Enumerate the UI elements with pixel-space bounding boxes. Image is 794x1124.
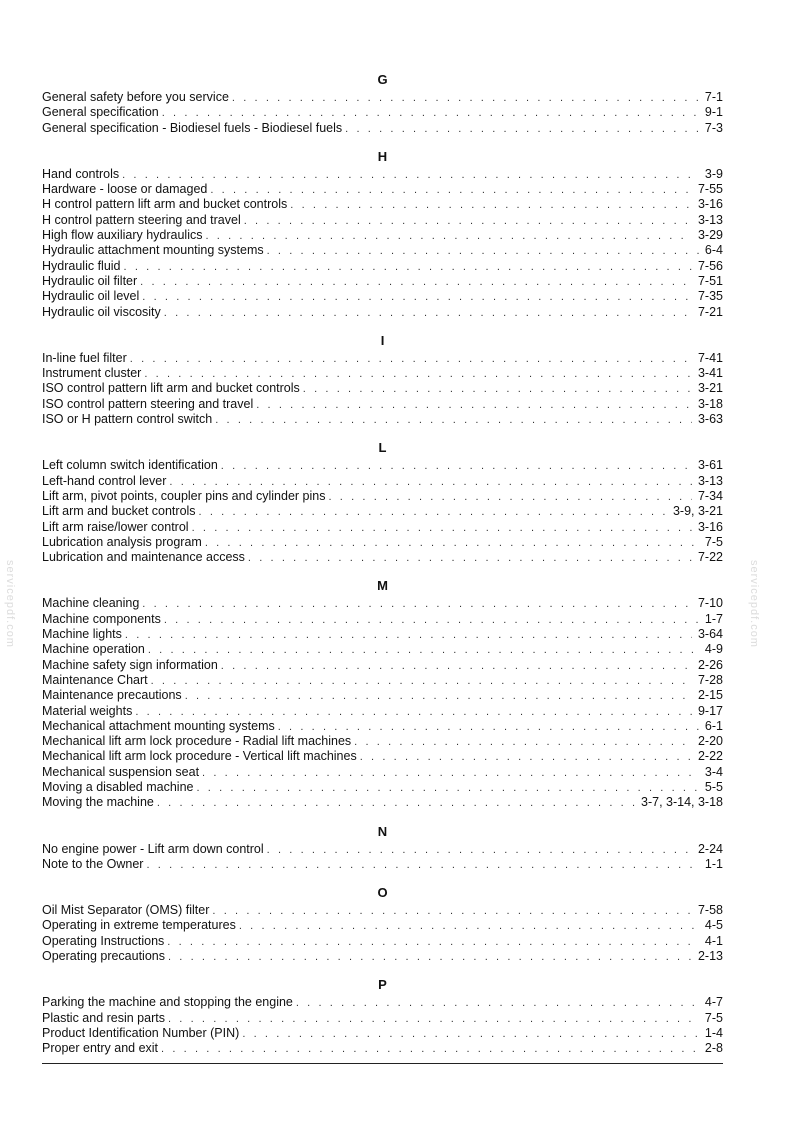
index-entry[interactable] bbox=[42, 918, 723, 933]
entry-page-number: 3-16 bbox=[697, 519, 723, 534]
entry-title: Hydraulic attachment mounting systems bbox=[42, 243, 264, 258]
dot-leader bbox=[328, 490, 691, 504]
entry-page-number: 3-61 bbox=[697, 458, 723, 473]
entry-title: Lift arm raise/lower control bbox=[42, 519, 189, 534]
dot-leader bbox=[210, 183, 692, 197]
entry-title: General specification - Biodiesel fuels - Biodiesel fuels bbox=[42, 120, 343, 135]
entry-page-number: 7-34 bbox=[697, 488, 723, 503]
section-gap bbox=[42, 427, 723, 440]
entry-page-number: 3-7, 3-14, 3-18 bbox=[641, 795, 723, 810]
entry-page-number: 7-56 bbox=[697, 258, 723, 273]
index-entry[interactable] bbox=[42, 412, 723, 427]
index-section bbox=[42, 440, 723, 565]
entry-title: In-line fuel filter bbox=[42, 350, 127, 365]
entry-title: Hand controls bbox=[42, 166, 120, 181]
entry-title: ISO control pattern lift arm and bucket controls bbox=[42, 381, 300, 396]
entry-title: Mechanical suspension seat bbox=[42, 764, 200, 779]
entry-page-number: 7-3 bbox=[704, 120, 723, 135]
index-entry[interactable] bbox=[42, 658, 723, 673]
index-entry[interactable] bbox=[42, 995, 723, 1010]
entry-title: Parking the machine and stopping the engine bbox=[42, 995, 293, 1010]
index-section bbox=[42, 72, 723, 136]
entry-title: Maintenance precautions bbox=[42, 688, 182, 703]
dot-leader bbox=[167, 935, 699, 949]
entry-title: Hydraulic oil level bbox=[42, 289, 140, 304]
section-gap bbox=[42, 320, 723, 333]
dot-leader bbox=[360, 750, 692, 764]
index-entry[interactable] bbox=[42, 673, 723, 688]
entry-title: Machine cleaning bbox=[42, 596, 140, 611]
entry-title: Mechanical attachment mounting systems bbox=[42, 718, 275, 733]
dot-leader bbox=[130, 352, 692, 366]
entry-title: Maintenance Chart bbox=[42, 672, 148, 687]
index-entry[interactable] bbox=[42, 520, 723, 535]
entry-page-number: 4-7 bbox=[704, 995, 723, 1010]
entry-title: Left-hand control lever bbox=[42, 473, 167, 488]
section-gap bbox=[42, 872, 723, 885]
index-entry[interactable] bbox=[42, 734, 723, 749]
entry-title: Lubrication analysis program bbox=[42, 534, 202, 549]
entry-title: Hydraulic oil filter bbox=[42, 273, 138, 288]
entry-page-number: 3-18 bbox=[697, 396, 723, 411]
dot-leader bbox=[239, 919, 699, 933]
entry-page-number: 3-4 bbox=[704, 764, 723, 779]
entry-page-number: 7-55 bbox=[697, 182, 723, 197]
dot-leader bbox=[192, 521, 692, 535]
dot-leader bbox=[169, 475, 692, 489]
index-entry[interactable] bbox=[42, 535, 723, 550]
dot-leader bbox=[242, 1027, 699, 1041]
entry-page-number: 7-41 bbox=[697, 350, 723, 365]
index-section bbox=[42, 977, 723, 1056]
index-entry[interactable] bbox=[42, 289, 723, 304]
entry-page-number: 7-5 bbox=[704, 1010, 723, 1025]
entry-title: Instrument cluster bbox=[42, 366, 142, 381]
entry-title: Lift arm and bucket controls bbox=[42, 504, 196, 519]
dot-leader bbox=[256, 398, 692, 412]
entry-title: Lift arm, pivot points, coupler pins and cylinder pins bbox=[42, 488, 326, 503]
index-entry[interactable] bbox=[42, 228, 723, 243]
entry-title: Operating in extreme temperatures bbox=[42, 918, 236, 933]
entry-page-number: 2-26 bbox=[697, 657, 723, 672]
entry-page-number: 7-10 bbox=[697, 596, 723, 611]
dot-leader bbox=[124, 260, 692, 274]
index-entry[interactable] bbox=[42, 903, 723, 918]
index-entry[interactable] bbox=[42, 259, 723, 274]
entry-page-number: 3-41 bbox=[697, 366, 723, 381]
dot-leader bbox=[199, 505, 667, 519]
index-entry[interactable] bbox=[42, 642, 723, 657]
dot-leader bbox=[146, 858, 698, 872]
entry-title: General specification bbox=[42, 105, 159, 120]
dot-leader bbox=[345, 122, 699, 136]
entry-title: Hardware - loose or damaged bbox=[42, 182, 208, 197]
index-list bbox=[42, 72, 723, 1057]
index-entry[interactable] bbox=[42, 504, 723, 519]
dot-leader bbox=[205, 536, 699, 550]
dot-leader bbox=[125, 628, 692, 642]
entry-title: Left column switch identification bbox=[42, 458, 218, 473]
entry-page-number: 3-13 bbox=[697, 473, 723, 488]
entry-title: Note to the Owner bbox=[42, 856, 144, 871]
index-entry[interactable] bbox=[42, 1026, 723, 1041]
index-entry[interactable] bbox=[42, 704, 723, 719]
dot-leader bbox=[290, 198, 692, 212]
entry-title: Oil Mist Separator (OMS) filter bbox=[42, 903, 210, 918]
index-entry[interactable] bbox=[42, 627, 723, 642]
entry-page-number: 7-22 bbox=[697, 550, 723, 565]
dot-leader bbox=[164, 613, 699, 627]
entry-title: Operating precautions bbox=[42, 949, 165, 964]
dot-leader bbox=[303, 382, 692, 396]
index-entry[interactable] bbox=[42, 381, 723, 396]
entry-page-number: 7-5 bbox=[704, 534, 723, 549]
entry-page-number: 1-4 bbox=[704, 1025, 723, 1040]
dot-leader bbox=[148, 643, 699, 657]
dot-leader bbox=[196, 781, 698, 795]
entry-page-number: 6-4 bbox=[704, 243, 723, 258]
section-letter: N bbox=[377, 823, 388, 839]
entry-page-number: 4-5 bbox=[704, 918, 723, 933]
section-gap bbox=[42, 964, 723, 977]
section-letter: H bbox=[377, 148, 388, 164]
dot-leader bbox=[185, 689, 692, 703]
entry-title: Machine operation bbox=[42, 642, 145, 657]
index-entry[interactable] bbox=[42, 474, 723, 489]
dot-leader bbox=[215, 413, 692, 427]
section-letter: O bbox=[377, 885, 388, 901]
watermark-left: servicepdf.com bbox=[4, 560, 16, 648]
entry-title: Machine components bbox=[42, 611, 161, 626]
dot-leader bbox=[164, 306, 692, 320]
index-entry[interactable] bbox=[42, 934, 723, 949]
dot-leader bbox=[168, 1012, 699, 1026]
entry-page-number: 3-16 bbox=[697, 197, 723, 212]
index-entry[interactable] bbox=[42, 550, 723, 565]
entry-page-number: 3-21 bbox=[697, 381, 723, 396]
entry-page-number: 3-9 bbox=[704, 166, 723, 181]
index-entry[interactable] bbox=[42, 167, 723, 182]
entry-title: Mechanical lift arm lock procedure - Vertical lift machines bbox=[42, 749, 357, 764]
index-entry[interactable] bbox=[42, 90, 723, 105]
section-letter: L bbox=[378, 440, 387, 456]
index-entry[interactable] bbox=[42, 795, 723, 810]
entry-page-number: 7-28 bbox=[697, 672, 723, 687]
entry-page-number: 3-63 bbox=[697, 412, 723, 427]
index-entry[interactable] bbox=[42, 612, 723, 627]
dot-leader bbox=[232, 91, 699, 105]
entry-page-number: 9-17 bbox=[697, 703, 723, 718]
dot-leader bbox=[267, 244, 699, 258]
dot-leader bbox=[135, 705, 692, 719]
footer-rule bbox=[42, 1063, 723, 1064]
entry-title: Moving the machine bbox=[42, 795, 154, 810]
entry-page-number: 5-5 bbox=[704, 779, 723, 794]
index-entry[interactable] bbox=[42, 458, 723, 473]
entry-page-number: 7-35 bbox=[697, 289, 723, 304]
dot-leader bbox=[142, 290, 692, 304]
section-letter: I bbox=[380, 332, 385, 348]
index-entry[interactable] bbox=[42, 949, 723, 964]
index-entry[interactable] bbox=[42, 366, 723, 381]
dot-leader bbox=[248, 551, 692, 565]
dot-leader bbox=[205, 229, 691, 243]
entry-page-number: 2-24 bbox=[697, 841, 723, 856]
dot-leader bbox=[144, 367, 692, 381]
index-entry[interactable] bbox=[42, 842, 723, 857]
index-entry[interactable] bbox=[42, 197, 723, 212]
index-entry[interactable] bbox=[42, 213, 723, 228]
entry-page-number: 3-9, 3-21 bbox=[672, 504, 723, 519]
entry-page-number: 1-7 bbox=[704, 611, 723, 626]
index-entry[interactable] bbox=[42, 351, 723, 366]
entry-title: Moving a disabled machine bbox=[42, 779, 194, 794]
dot-leader bbox=[202, 766, 699, 780]
index-entry[interactable] bbox=[42, 274, 723, 289]
entry-title: Product Identification Number (PIN) bbox=[42, 1025, 240, 1040]
entry-page-number: 4-1 bbox=[704, 933, 723, 948]
entry-page-number: 6-1 bbox=[704, 718, 723, 733]
section-letter: G bbox=[377, 72, 388, 87]
index-entry[interactable] bbox=[42, 182, 723, 197]
entry-page-number: 7-58 bbox=[697, 903, 723, 918]
dot-leader bbox=[354, 735, 692, 749]
index-section bbox=[42, 824, 723, 873]
entry-title: Hydraulic oil viscosity bbox=[42, 304, 161, 319]
dot-leader bbox=[157, 796, 635, 810]
index-entry[interactable] bbox=[42, 688, 723, 703]
dot-leader bbox=[278, 720, 699, 734]
entry-page-number: 3-64 bbox=[697, 627, 723, 642]
dot-leader bbox=[151, 674, 692, 688]
section-letter: M bbox=[377, 578, 388, 594]
entry-page-number: 4-9 bbox=[704, 642, 723, 657]
dot-leader bbox=[142, 597, 692, 611]
entry-title: Lubrication and maintenance access bbox=[42, 550, 245, 565]
dot-leader bbox=[162, 106, 699, 120]
index-entry[interactable] bbox=[42, 489, 723, 504]
index-entry[interactable] bbox=[42, 105, 723, 120]
entry-title: Proper entry and exit bbox=[42, 1041, 159, 1056]
index-section bbox=[42, 149, 723, 320]
dot-leader bbox=[244, 214, 692, 228]
entry-title: Machine lights bbox=[42, 627, 122, 642]
entry-title: ISO or H pattern control switch bbox=[42, 412, 213, 427]
dot-leader bbox=[221, 659, 692, 673]
index-entry[interactable] bbox=[42, 243, 723, 258]
section-gap bbox=[42, 565, 723, 578]
entry-title: Machine safety sign information bbox=[42, 657, 218, 672]
entry-page-number: 9-1 bbox=[704, 105, 723, 120]
entry-title: General safety before you service bbox=[42, 90, 229, 104]
index-entry[interactable] bbox=[42, 719, 723, 734]
entry-title: High flow auxiliary hydraulics bbox=[42, 228, 203, 243]
index-section bbox=[42, 885, 723, 964]
entry-title: Hydraulic fluid bbox=[42, 258, 121, 273]
index-entry[interactable] bbox=[42, 305, 723, 320]
dot-leader bbox=[161, 1042, 699, 1056]
entry-page-number: 2-20 bbox=[697, 734, 723, 749]
dot-leader bbox=[122, 168, 699, 182]
entry-page-number: 2-8 bbox=[704, 1041, 723, 1056]
index-entry[interactable] bbox=[42, 1041, 723, 1056]
dot-leader bbox=[140, 275, 692, 289]
dot-leader bbox=[212, 904, 692, 918]
entry-title: Mechanical lift arm lock procedure - Radial lift machines bbox=[42, 734, 352, 749]
dot-leader bbox=[267, 843, 692, 857]
entry-page-number: 7-21 bbox=[697, 304, 723, 319]
watermark-right: servicepdf.com bbox=[748, 560, 760, 648]
entry-title: No engine power - Lift arm down control bbox=[42, 841, 264, 856]
entry-title: Operating Instructions bbox=[42, 933, 165, 948]
entry-page-number: 1-1 bbox=[704, 856, 723, 871]
dot-leader bbox=[221, 459, 692, 473]
entry-page-number: 2-13 bbox=[697, 949, 723, 964]
entry-page-number: 3-13 bbox=[697, 212, 723, 227]
index-entry[interactable] bbox=[42, 765, 723, 780]
entry-title: Plastic and resin parts bbox=[42, 1010, 165, 1025]
index-entry[interactable] bbox=[42, 780, 723, 795]
entry-title: ISO control pattern steering and travel bbox=[42, 396, 254, 411]
index-entry[interactable] bbox=[42, 121, 723, 136]
index-entry[interactable] bbox=[42, 397, 723, 412]
dot-leader bbox=[168, 950, 692, 964]
section-letter: P bbox=[378, 977, 387, 993]
index-entry[interactable] bbox=[42, 596, 723, 611]
index-entry[interactable] bbox=[42, 1011, 723, 1026]
index-section bbox=[42, 333, 723, 427]
entry-title: H control pattern lift arm and bucket controls bbox=[42, 197, 288, 212]
entry-page-number: 7-1 bbox=[704, 90, 723, 104]
entry-title: Material weights bbox=[42, 703, 133, 718]
entry-page-number: 3-29 bbox=[697, 228, 723, 243]
index-entry[interactable] bbox=[42, 749, 723, 764]
section-gap bbox=[42, 136, 723, 149]
index-section bbox=[42, 578, 723, 810]
section-gap bbox=[42, 811, 723, 824]
entry-page-number: 7-51 bbox=[697, 273, 723, 288]
entry-page-number: 2-15 bbox=[697, 688, 723, 703]
entry-page-number: 2-22 bbox=[697, 749, 723, 764]
dot-leader bbox=[296, 996, 699, 1010]
entry-title: H control pattern steering and travel bbox=[42, 212, 241, 227]
index-entry[interactable] bbox=[42, 857, 723, 872]
